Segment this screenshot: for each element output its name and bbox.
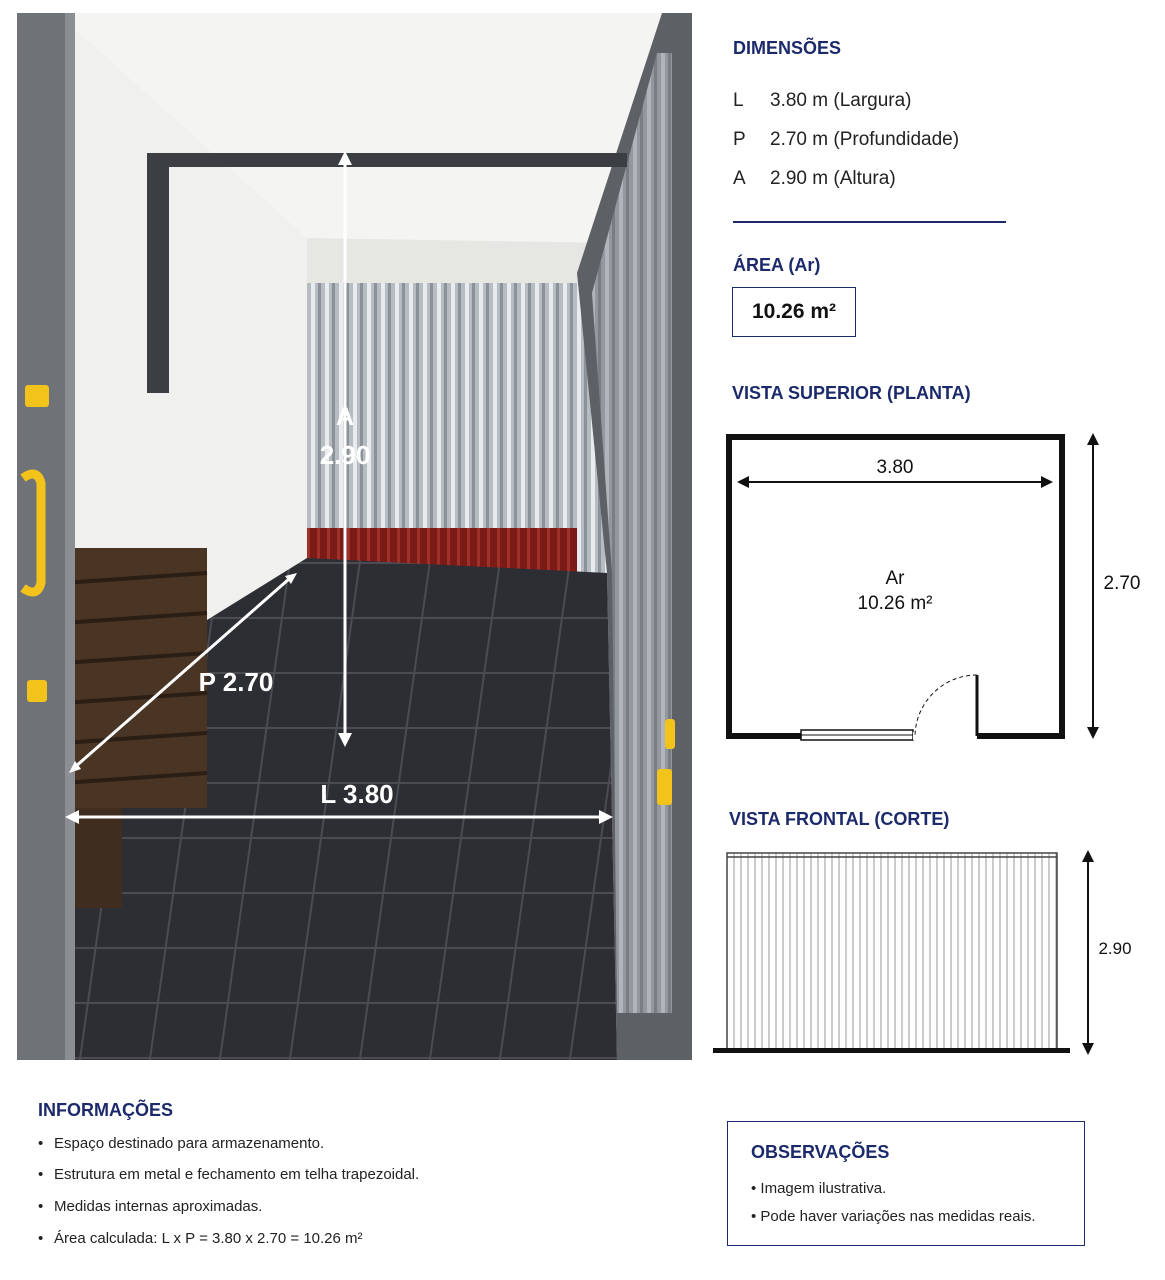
observations-title: OBSERVAÇÕES <box>751 1142 890 1162</box>
bullet-dot-icon: • <box>751 1180 761 1197</box>
info-item <box>38 1135 324 1152</box>
info-item-text: Medidas internas aproximadas. <box>54 1198 263 1215</box>
plan-area-value: 10.26 m² <box>857 593 933 614</box>
observations-box <box>727 1121 1085 1246</box>
depth-label: P 2.70 <box>198 667 274 697</box>
area-value-box: 10.26 m² <box>732 287 856 337</box>
info-item <box>38 1198 262 1215</box>
info-title: INFORMAÇÕES <box>38 1100 173 1120</box>
plan-area-label: Ar <box>885 568 905 589</box>
bullet-dot-icon: • <box>751 1208 761 1225</box>
height-value-label: 2.90 <box>319 440 371 470</box>
height-letter-label: A <box>335 403 355 431</box>
info-item-text: Área calculada: L x P = 3.80 x 2.70 = 10.26 m² <box>54 1230 363 1247</box>
info-item-text: Estrutura em metal e fechamento em telha trapezoidal. <box>54 1166 420 1183</box>
info-item <box>38 1230 363 1247</box>
dimension-row-depth <box>733 129 959 151</box>
bullet-dot-icon: • <box>38 1230 44 1247</box>
plan-view-title: VISTA SUPERIOR (PLANTA) <box>732 383 971 403</box>
dimension-row-height <box>733 168 896 190</box>
section-divider <box>733 221 1006 223</box>
dimensions-title: DIMENSÕES <box>733 38 842 58</box>
bullet-dot-icon: • <box>38 1166 44 1183</box>
info-item-text: Espaço destinado para armazenamento. <box>54 1135 325 1152</box>
bullet-dot-icon: • <box>38 1135 44 1152</box>
area-title: ÁREA (Ar) <box>733 255 821 275</box>
plan-view-svg <box>715 425 1155 745</box>
front-view-drawing <box>710 845 1150 1060</box>
dimension-key: L <box>733 90 744 111</box>
storage-photo <box>17 13 692 1060</box>
info-item <box>38 1166 419 1183</box>
plan-width-label: 3.80 <box>876 457 914 478</box>
front-view-svg <box>710 845 1150 1060</box>
plan-depth-label: 2.70 <box>1103 573 1141 594</box>
plan-view-drawing <box>715 425 1155 745</box>
dimension-row-width <box>733 90 912 112</box>
dimension-value: 2.90 m (Altura) <box>770 168 896 189</box>
observation-item-text: Imagem ilustrativa. <box>760 1180 887 1197</box>
dimension-key: P <box>733 129 746 150</box>
dimension-value: 2.70 m (Profundidade) <box>770 129 960 150</box>
front-view-title: VISTA FRONTAL (CORTE) <box>729 809 950 829</box>
observation-item <box>751 1180 886 1197</box>
front-height-label: 2.90 <box>1098 939 1132 958</box>
bullet-dot-icon: • <box>38 1198 44 1215</box>
dimension-value: 3.80 m (Largura) <box>770 90 912 111</box>
observation-item <box>751 1208 1036 1225</box>
width-label: L 3.80 <box>320 779 394 809</box>
observation-item-text: Pode haver variações nas medidas reais. <box>760 1208 1036 1225</box>
dimension-key: A <box>733 168 746 189</box>
storage-photo-illustration <box>17 13 692 1060</box>
